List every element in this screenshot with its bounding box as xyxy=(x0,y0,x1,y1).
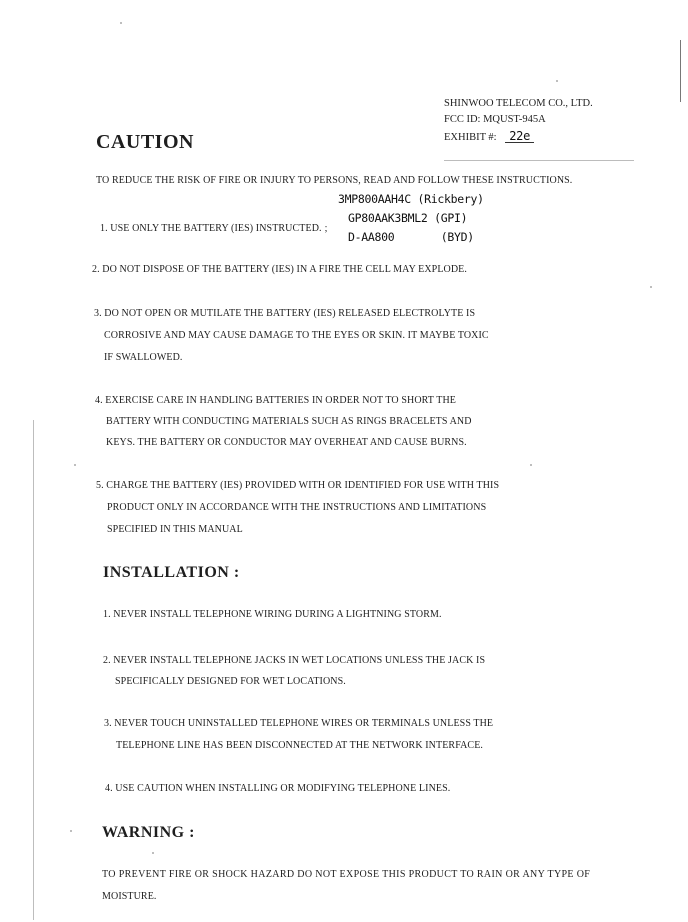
scan-edge-line-right xyxy=(680,40,681,102)
caution-item-5-line-2: PRODUCT ONLY IN ACCORDANCE WITH THE INSTRUCTIONS AND LIMITATIONS xyxy=(107,502,487,513)
exhibit-label-text: EXHIBIT #: xyxy=(444,132,497,143)
scan-speck xyxy=(152,852,154,854)
warning-line-2: MOISTURE. xyxy=(102,891,157,902)
scan-speck xyxy=(70,830,72,832)
scan-speck xyxy=(650,286,652,288)
installation-title: INSTALLATION : xyxy=(103,564,240,581)
scan-edge-line-left xyxy=(33,420,34,920)
installation-item-3-line-2: TELEPHONE LINE HAS BEEN DISCONNECTED AT THE NETWORK INTERFACE. xyxy=(116,740,484,751)
fcc-id: FCC ID: MQUST-945A xyxy=(444,114,546,125)
caution-item-3-line-2: CORROSIVE AND MAY CAUSE DAMAGE TO THE EYES OR SKIN. IT MAYBE TOXIC xyxy=(104,330,489,341)
company-name: SHINWOO TELECOM CO., LTD. xyxy=(444,98,593,109)
caution-item-3-line-1: 3. DO NOT OPEN OR MUTILATE THE BATTERY (IES) RELEASED ELECTROLYTE IS xyxy=(94,308,476,319)
scan-speck xyxy=(530,464,532,466)
caution-item-1 xyxy=(100,218,328,240)
exhibit-number: 22e xyxy=(505,130,534,143)
caution-item-4-line-2: BATTERY WITH CONDUCTING MATERIALS SUCH AS RINGS BRACELETS AND xyxy=(106,416,472,427)
battery-model-1: 3MP800AAH4C (Rickbery) xyxy=(338,192,484,206)
battery-model-2: GP80AAK3BML2 (GPI) xyxy=(348,211,468,225)
installation-item-2-line-2: SPECIFICALLY DESIGNED FOR WET LOCATIONS. xyxy=(115,676,346,687)
scan-speck xyxy=(556,80,558,82)
caution-item-1-text: 1. USE ONLY THE BATTERY (IES) INSTRUCTED. xyxy=(100,223,322,234)
installation-item-4: 4. USE CAUTION WHEN INSTALLING OR MODIFYING TELEPHONE LINES. xyxy=(105,783,451,794)
caution-intro: TO REDUCE THE RISK OF FIRE OR INJURY TO PERSONS, READ AND FOLLOW THESE INSTRUCTIONS. xyxy=(96,175,573,186)
caution-item-4-line-3: KEYS. THE BATTERY OR CONDUCTOR MAY OVERHEAT AND CAUSE BURNS. xyxy=(106,437,467,448)
scan-speck xyxy=(120,22,122,24)
battery-model-3: D-AA800 (BYD) xyxy=(348,230,474,244)
caution-item-3-line-3: IF SWALLOWED. xyxy=(104,352,183,363)
caution-item-5-line-3: SPECIFIED IN THIS MANUAL xyxy=(107,524,243,535)
caution-item-5-line-1: 5. CHARGE THE BATTERY (IES) PROVIDED WITH OR IDENTIFIED FOR USE WITH THIS xyxy=(96,480,500,491)
header-rule xyxy=(444,160,634,161)
caution-item-2: 2. DO NOT DISPOSE OF THE BATTERY (IES) IN A FIRE THE CELL MAY EXPLODE. xyxy=(92,264,467,275)
installation-item-1: 1. NEVER INSTALL TELEPHONE WIRING DURING A LIGHTNING STORM. xyxy=(103,609,442,620)
installation-item-3-line-1: 3. NEVER TOUCH UNINSTALLED TELEPHONE WIRES OR TERMINALS UNLESS THE xyxy=(104,718,494,729)
scan-speck xyxy=(74,464,76,466)
caution-title: CAUTION xyxy=(96,131,194,153)
installation-item-2-line-1: 2. NEVER INSTALL TELEPHONE JACKS IN WET LOCATIONS UNLESS THE JACK IS xyxy=(103,655,486,666)
caution-item-1-suffix: ; xyxy=(324,223,328,234)
caution-item-4-line-1: 4. EXERCISE CARE IN HANDLING BATTERIES IN ORDER NOT TO SHORT THE xyxy=(95,395,456,406)
warning-title: WARNING : xyxy=(102,824,195,841)
warning-line-1: TO PREVENT FIRE OR SHOCK HAZARD DO NOT EXPOSE THIS PRODUCT TO RAIN OR ANY TYPE OF xyxy=(102,869,591,880)
exhibit-label xyxy=(444,130,534,144)
